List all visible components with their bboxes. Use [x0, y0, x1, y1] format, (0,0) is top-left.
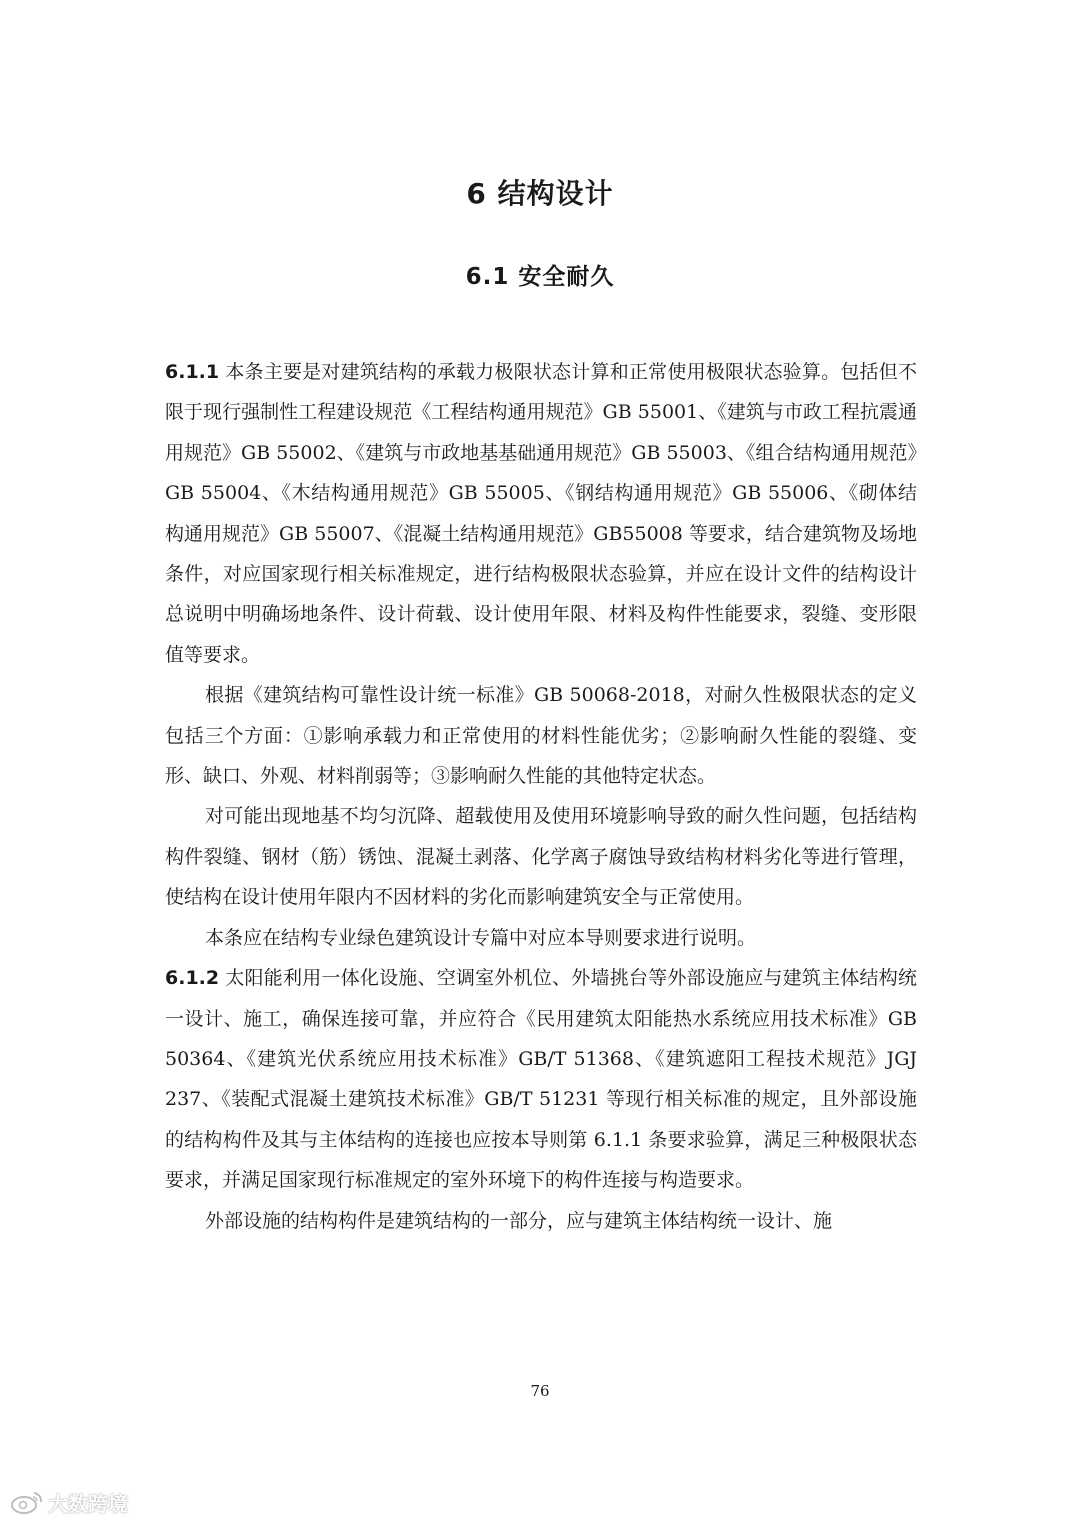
watermark — [10, 1487, 128, 1517]
paragraph-text: 本条主要是对建筑结构的承载力极限状态计算和正常使用极限状态验算。包括但不限于现行强制性工程建设规范《工程结构通用规范》GB 55001、《建筑与市政工程抗震通用规范》GB 55002、《建筑与市政地基基础通用规范》GB 55003、《组合结构通用规范》GB 55004、《木结构通用规范》GB 55005、《钢结构通用规范》GB 55006、《砌体结构通用规范》GB 55007、《混凝土结构通用规范》GB55008 等要求，结合建筑物及场地条件，对应国家现行相关标准规定，进行结构极限状态验算，并应在设计文件的结构设计总说明中明确场地条件、设计荷载、设计使用年限、材料及构件性能要求，裂缝、变形限值等要求。 — [165, 361, 917, 666]
page-number: 76 — [530, 1382, 550, 1400]
chapter-title: 6 结构设计 — [466, 177, 614, 210]
paragraph: 对可能出现地基不均匀沉降、超载使用及使用环境影响导致的耐久性问题，包括结构构件裂缝、钢材（筋）锈蚀、混凝土剥落、化学离子腐蚀导致结构材料劣化等进行管理，使结构在设计使用年限内不因材料的劣化而影响建筑安全与正常使用。 — [165, 805, 917, 909]
paragraph: 本条应在结构专业绿色建筑设计专篇中对应本导则要求进行说明。 — [205, 926, 757, 949]
paragraph-6-1-2 — [165, 958, 917, 1200]
weibo-logo-icon — [10, 1489, 44, 1515]
clause-number: 6.1.2 — [165, 967, 220, 990]
paragraph-text: 太阳能利用一体化设施、空调室外机位、外墙挑台等外部设施应与建筑主体结构统一设计、施工，确保连接可靠，并应符合《民用建筑太阳能热水系统应用技术标准》GB 50364、《建筑光伏系统应用技术标准》GB/T 51368、《建筑遮阳工程技术规范》JGJ 237、《装配式混凝土建筑技术标准》GB/T 51231 等现行相关标准的规定，且外部设施的结构构件及其与主体结构的连接也应按本导则第 6.1.1 条要求验算，满足三种极限状态要求，并满足国家现行标准规定的室外环境下的构件连接与构造要求。 — [165, 967, 917, 1192]
watermark-text: 大数跨境 — [48, 1491, 128, 1516]
body-text — [165, 352, 917, 1241]
paragraph: 外部设施的结构构件是建筑结构的一部分，应与建筑主体结构统一设计、施 — [205, 1209, 833, 1232]
paragraph-6-1-1 — [165, 352, 917, 675]
clause-number: 6.1.1 — [165, 361, 220, 383]
section-title: 6.1 安全耐久 — [465, 264, 615, 290]
paragraph: 根据《建筑结构可靠性设计统一标准》GB 50068-2018，对耐久性极限状态的定义包括三个方面：①影响承载力和正常使用的材料性能优劣；②影响耐久性能的裂缝、变形、缺口、外观、材料削弱等；③影响耐久性能的其他特定状态。 — [165, 684, 917, 788]
